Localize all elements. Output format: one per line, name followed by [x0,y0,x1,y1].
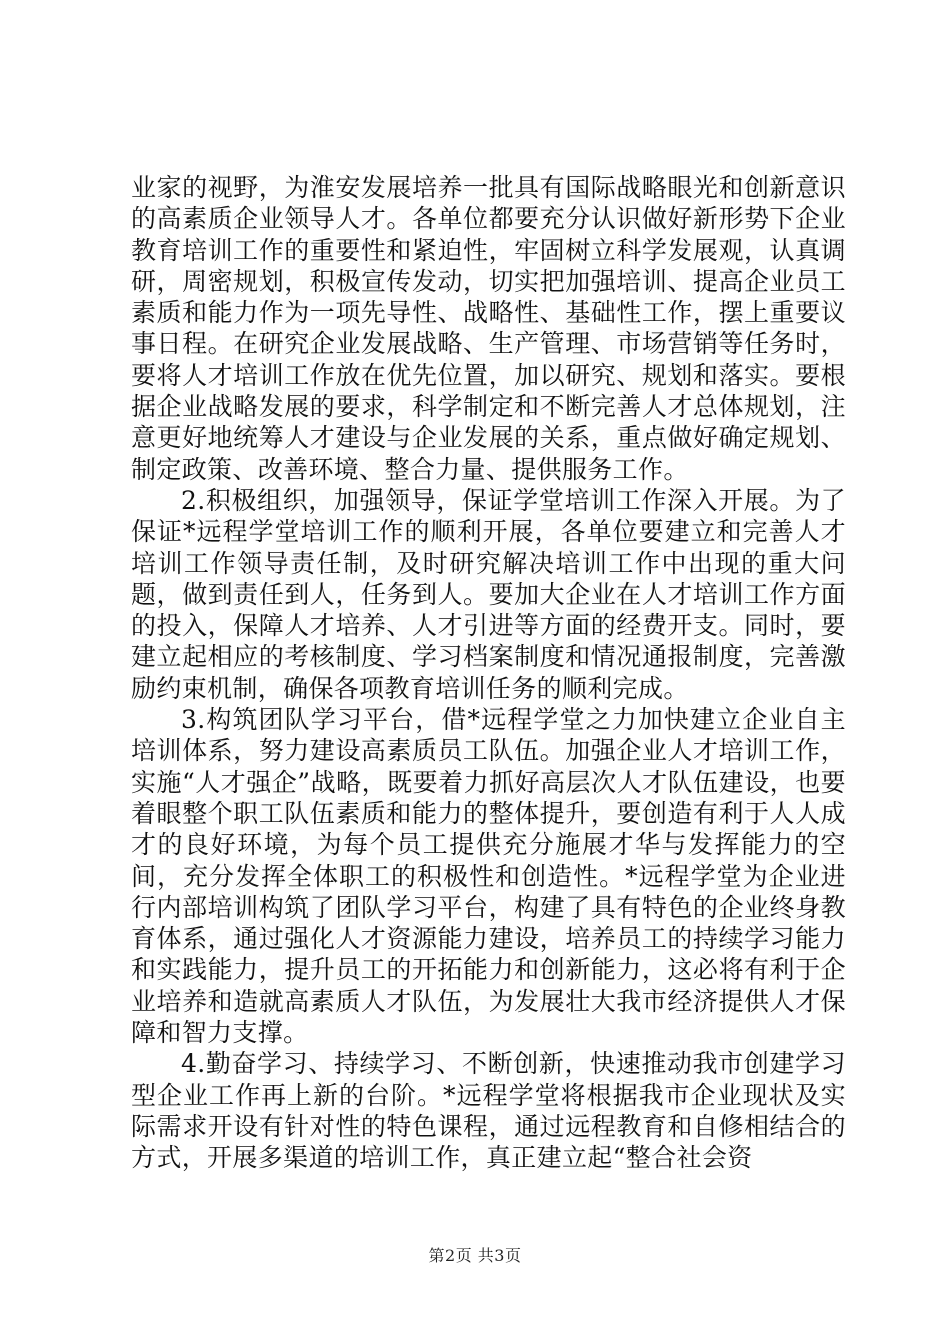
paragraph-item-2: 2.积极组织，加强领导，保证学堂培训工作深入开展。为了保证*远程学堂培训工作的顺利开展，各单位要建立和完善人才培训工作领导责任制，及时研究解决培训工作中出现的重大问题，做到责任到人，任务到人。要加大企业在人才培训工作方面的投入，保障人才培养、人才引进等方面的经费开支。同时，要建立起相应的考核制度、学习档案制度和情况通报制度，完善激励约束机制，确保各项教育培训任务的顺利完成。 [131,485,846,703]
document-body [131,172,846,1174]
paragraph-item-3: 3.构筑团队学习平台，借*远程学堂之力加快建立企业自主培训体系，努力建设高素质员工队伍。加强企业人才培训工作，实施“人才强企”战略，既要着力抓好高层次人才队伍建设，也要着眼整个职工队伍素质和能力的整体提升，要创造有利于人人成才的良好环境，为每个员工提供充分施展才华与发挥能力的空间，充分发挥全体职工的积极性和创造性。*远程学堂为企业进行内部培训构筑了团队学习平台，构建了具有特色的企业终身教育体系，通过强化人才资源能力建设，培养员工的持续学习能力和实践能力，提升员工的开拓能力和创新能力，这必将有利于企业培养和造就高素质人才队伍，为发展壮大我市经济提供人才保障和智力支撑。 [131,705,846,1048]
paragraph-item-4: 4.勤奋学习、持续学习、不断创新，快速推动我市创建学习型企业工作再上新的台阶。*远程学堂将根据我市企业现状及实际需求开设有针对性的特色课程，通过远程教育和自修相结合的方式，开展多渠道的培训工作，真正建立起“整合社会资 [131,1049,846,1173]
paragraph-continuation: 业家的视野，为淮安发展培养一批具有国际战略眼光和创新意识的高素质企业领导人才。各单位都要充分认识做好新形势下企业教育培训工作的重要性和紧迫性，牢固树立科学发展观，认真调研，周密规划，积极宣传发动，切实把加强培训、提高企业员工素质和能力作为一项先导性、战略性、基础性工作，摆上重要议事日程。在研究企业发展战略、生产管理、市场营销等任务时，要将人才培训工作放在优先位置，加以研究、规划和落实。要根据企业战略发展的要求，科学制定和不断完善人才总体规划，注意更好地统筹人才建设与企业发展的关系，重点做好确定规划、制定政策、改善环境、整合力量、提供服务工作。 [131,173,846,484]
page-footer: 第2页 共3页 [428,1246,522,1265]
